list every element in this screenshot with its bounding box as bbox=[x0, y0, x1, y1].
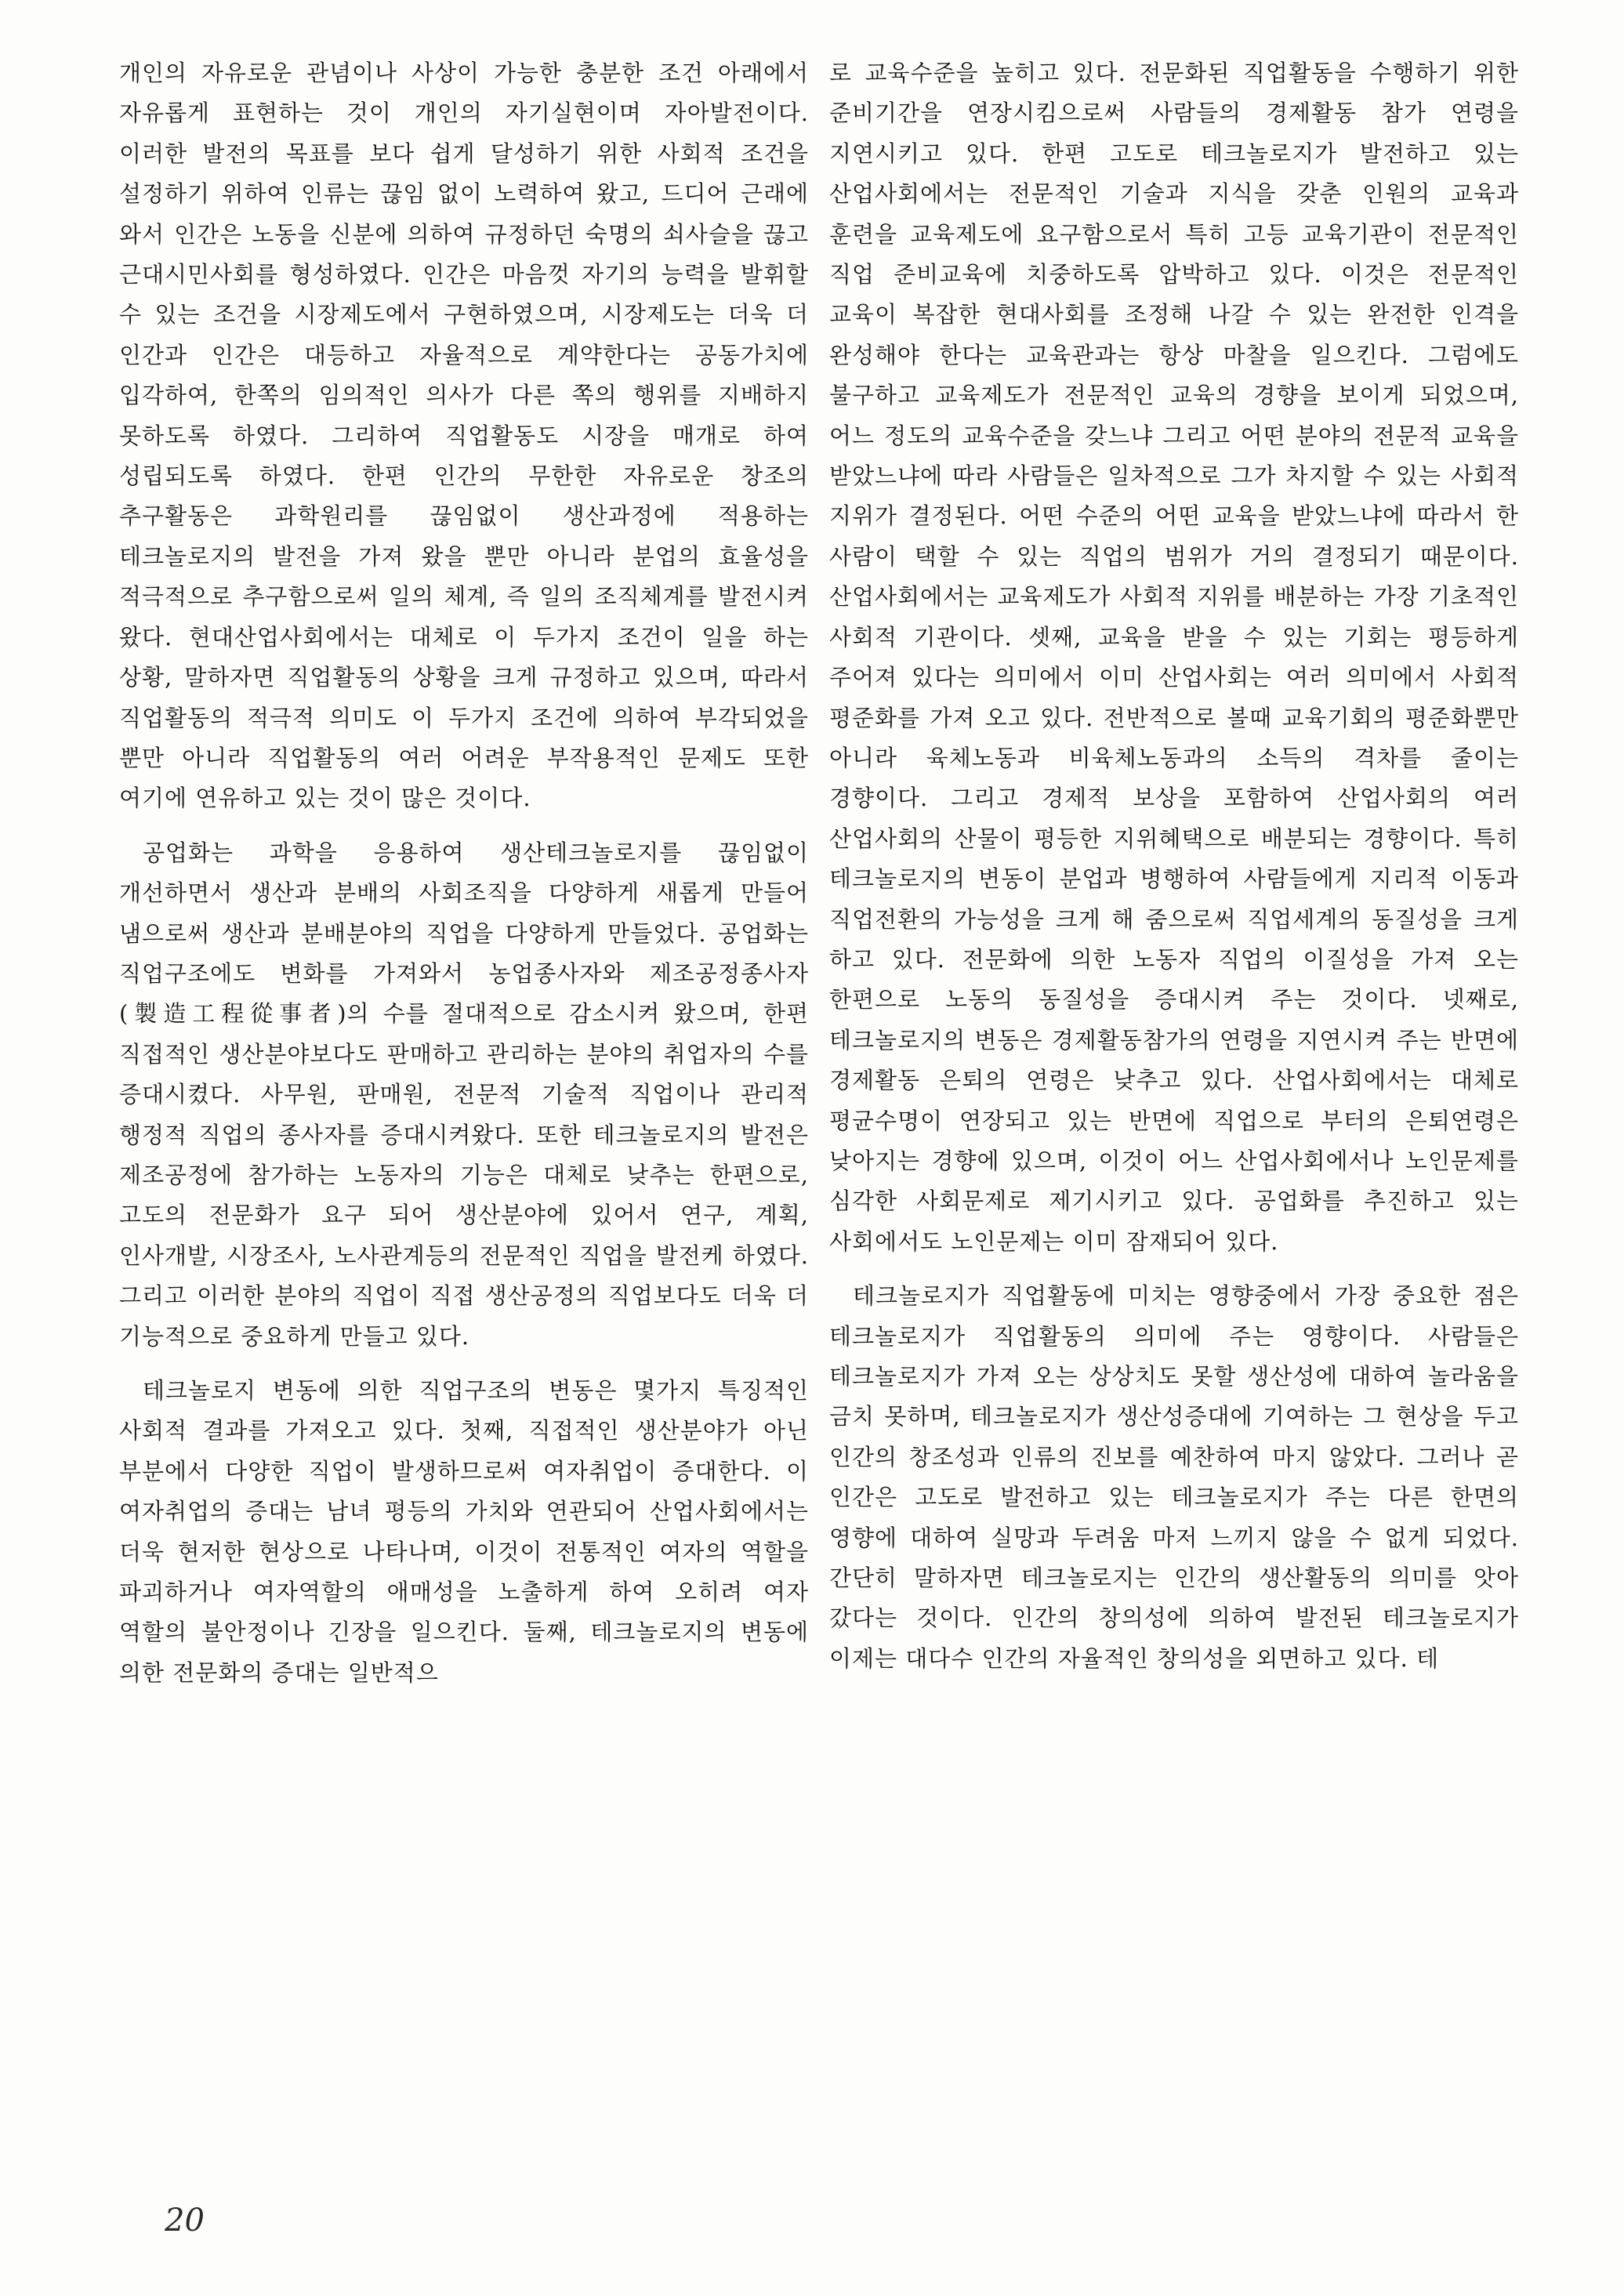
paragraph: 로 교육수준을 높히고 있다. 전문화된 직업활동을 수행하기 위한 준비기간을 연장시킴으로써 사람들의 경제활동 참가 연령을 지연시키고 있다. 한편 고도로 테크놀로지가 발전하고 있는 산업사회에서는 전문적인 기술과 지식을 갖춘 인원의 교육과 훈련을 교육제도에 요구함으로서 특히 고등 교육기관이 전문적인 직업 준비교육에 치중하도록 압박하고 있다. 이것은 전문적인 교육이 복잡한 현대사회를 조정해 나갈 수 있는 완전한 인격을 완성해야 한다는 교육관과는 항상 마찰을 일으킨다. 그럼에도 불구하고 교육제도가 전문적인 교육의 경향을 보이게 되었으며, 어느 정도의 교육수준을 갖느냐 그리고 어떤 분야의 전문적 교육을 받았느냐에 따라 사람들은 일차적으로 그가 차지할 수 있는 사회적 지위가 결정된다. 어떤 수준의 어떤 교육을 받았느냐에 따라서 한 사람이 택할 수 있는 직업의 범위가 거의 결정되기 때문이다. 산업사회에서는 교육제도가 사회적 지위를 배분하는 가장 기초적인 사회적 기관이다. 셋째, 교육을 받을 수 있는 기회는 평등하게 주어져 있다는 의미에서 이미 산업사회는 여러 의미에서 사회적 평준화를 가져 오고 있다. 전반적으로 볼때 교육기회의 평준화뿐만 아니라 육체노동과 비육체노동과의 소득의 격차를 줄이는 경향이다. 그리고 경제적 보상을 포함하여 산업사회의 여러 산업사회의 산물이 평등한 지위혜택으로 배분되는 경향이다. 특히 테크놀로지의 변동이 분업과 병행하여 사람들에게 지리적 이동과 직업전환의 가능성을 크게 해 줌으로써 직업세계의 동질성을 크게 하고 있다. 전문화에 의한 노동자 직업의 이질성을 가져 오는 한편으로 노동의 동질성을 증대시켜 주는 것이다. 넷째로, 테크놀로지의 변동은 경제활동참가의 연령을 지연시켜 주는 반면에 경제활동 은퇴의 연령은 낮추고 있다. 산업사회에서는 대체로 평균수명이 연장되고 있는 반면에 직업으로 부터의 은퇴연령은 낮아지는 경향에 있으며, 이것이 어느 산업사회에서나 노인문제를 심각한 사회문제로 제기시키고 있다. 공업화를 추진하고 있는 사회에서도 노인문제는 이미 잠재되어 있다. bbox=[829, 60, 1519, 1255]
paragraph: 테크놀로지 변동에 의한 직업구조의 변동은 몇가지 특징적인 사회적 결과를 가져오고 있다. 첫째, 직접적인 생산분야가 아닌 부분에서 다양한 직업이 발생하므로써 여자취업이 증대한다. 이 여자취업의 증대는 남녀 평등의 가치와 연관되어 산업사회에서는 더욱 현저한 현상으로 나타나며, 이것이 전통적인 여자의 역할을 파괴하거나 여자역할의 애매성을 노출하게 하여 오히려 여자 역할의 불안정이나 긴장을 일으킨다. 둘째, 테크놀로지의 변동에 의한 전문화의 증대는 일반적으 bbox=[119, 1377, 809, 1686]
page-number: 20 bbox=[165, 2203, 205, 2239]
paragraph: 개인의 자유로운 관념이나 사상이 가능한 충분한 조건 아래에서 자유롭게 표현하는 것이 개인의 자기실현이며 자아발전이다. 이러한 발전의 목표를 보다 쉽게 달성하기 위한 사회적 조건을 설정하기 위하여 인류는 끊임 없이 노력하여 왔고, 드디어 근래에 와서 인간은 노동을 신분에 의하여 규정하던 숙명의 쇠사슬을 끊고 근대시민사회를 형성하였다. 인간은 마음껏 자기의 능력을 발휘할 수 있는 조건을 시장제도에서 구현하였으며, 시장제도는 더욱 더 인간과 인간은 대등하고 자율적으로 계약한다는 공동가치에 입각하여, 한쪽의 임의적인 의사가 다른 쪽의 행위를 지배하지 못하도록 하였다. 그리하여 직업활동도 시장을 매개로 하여 성립되도록 하였다. 한편 인간의 무한한 자유로운 창조의 추구활동은 과학원리를 끊임없이 생산과정에 적용하는 테크놀로지의 발전을 가져 왔을 뿐만 아니라 분업의 효율성을 적극적으로 추구함으로써 일의 체계, 즉 일의 조직체계를 발전시켜 왔다. 현대산업사회에서는 대체로 이 두가지 조건이 일을 하는 상황, 말하자면 직업활동의 상황을 크게 규정하고 있으며, 따라서 직업활동의 적극적 의미도 이 두가지 조건에 의하여 부각되었을 뿐만 아니라 직업활동의 여러 어려운 부작용적인 문제도 또한 여기에 연유하고 있는 것이 많은 것이다. bbox=[119, 60, 809, 812]
paragraph: 공업화는 과학을 응용하여 생산테크놀로지를 끊임없이 개선하면서 생산과 분배의 사회조직을 다양하게 새롭게 만들어 냄으로써 생산과 분배분야의 직업을 다양하게 만들었다. 공업화는 직업구조에도 변화를 가져와서 농업종사자와 제조공정종사자(製造工程從事者)의 수를 절대적으로 감소시켜 왔으며, 한편 직접적인 생산분야보다도 판매하고 관리하는 분야의 취업자의 수를 증대시켰다. 사무원, 판매원, 전문적 기술적 직업이나 관리적 행정적 직업의 종사자를 증대시켜왔다. 또한 테크놀로지의 발전은 제조공정에 참가하는 노동자의 기능은 대체로 낮추는 한편으로, 고도의 전문화가 요구 되어 생산분야에 있어서 연구, 계획, 인사개발, 시장조사, 노사관계등의 전문적인 직업을 발전케 하였다. 그리고 이러한 분야의 직업이 직접 생산공정의 직업보다도 더욱 더 기능적으로 중요하게 만들고 있다. bbox=[119, 839, 809, 1350]
right-text-column bbox=[829, 53, 1519, 1679]
paragraph: 테크놀로지가 직업활동에 미치는 영향중에서 가장 중요한 점은 테크놀로지가 직업활동의 의미에 주는 영향이다. 사람들은 테크놀로지가 가져 오는 상상치도 못할 생산성에 대하여 놀라움을 금치 못하며, 테크놀로지가 생산성증대에 기여하는 그 현상을 두고 인간의 창조성과 인류의 진보를 예찬하여 마지 않았다. 그러나 곧 인간은 고도로 발전하고 있는 테크놀로지가 주는 다른 한면의 영향에 대하여 실망과 두려움 마저 느끼지 않을 수 없게 되었다. 간단히 말하자면 테크놀로지는 인간의 생산활동의 의미를 앗아 갔다는 것이다. 인간의 창의성에 의하여 발전된 테크놀로지가 이제는 대다수 인간의 자율적인 창의성을 외면하고 있다. 테 bbox=[829, 1282, 1519, 1672]
left-text-column bbox=[119, 53, 809, 1693]
